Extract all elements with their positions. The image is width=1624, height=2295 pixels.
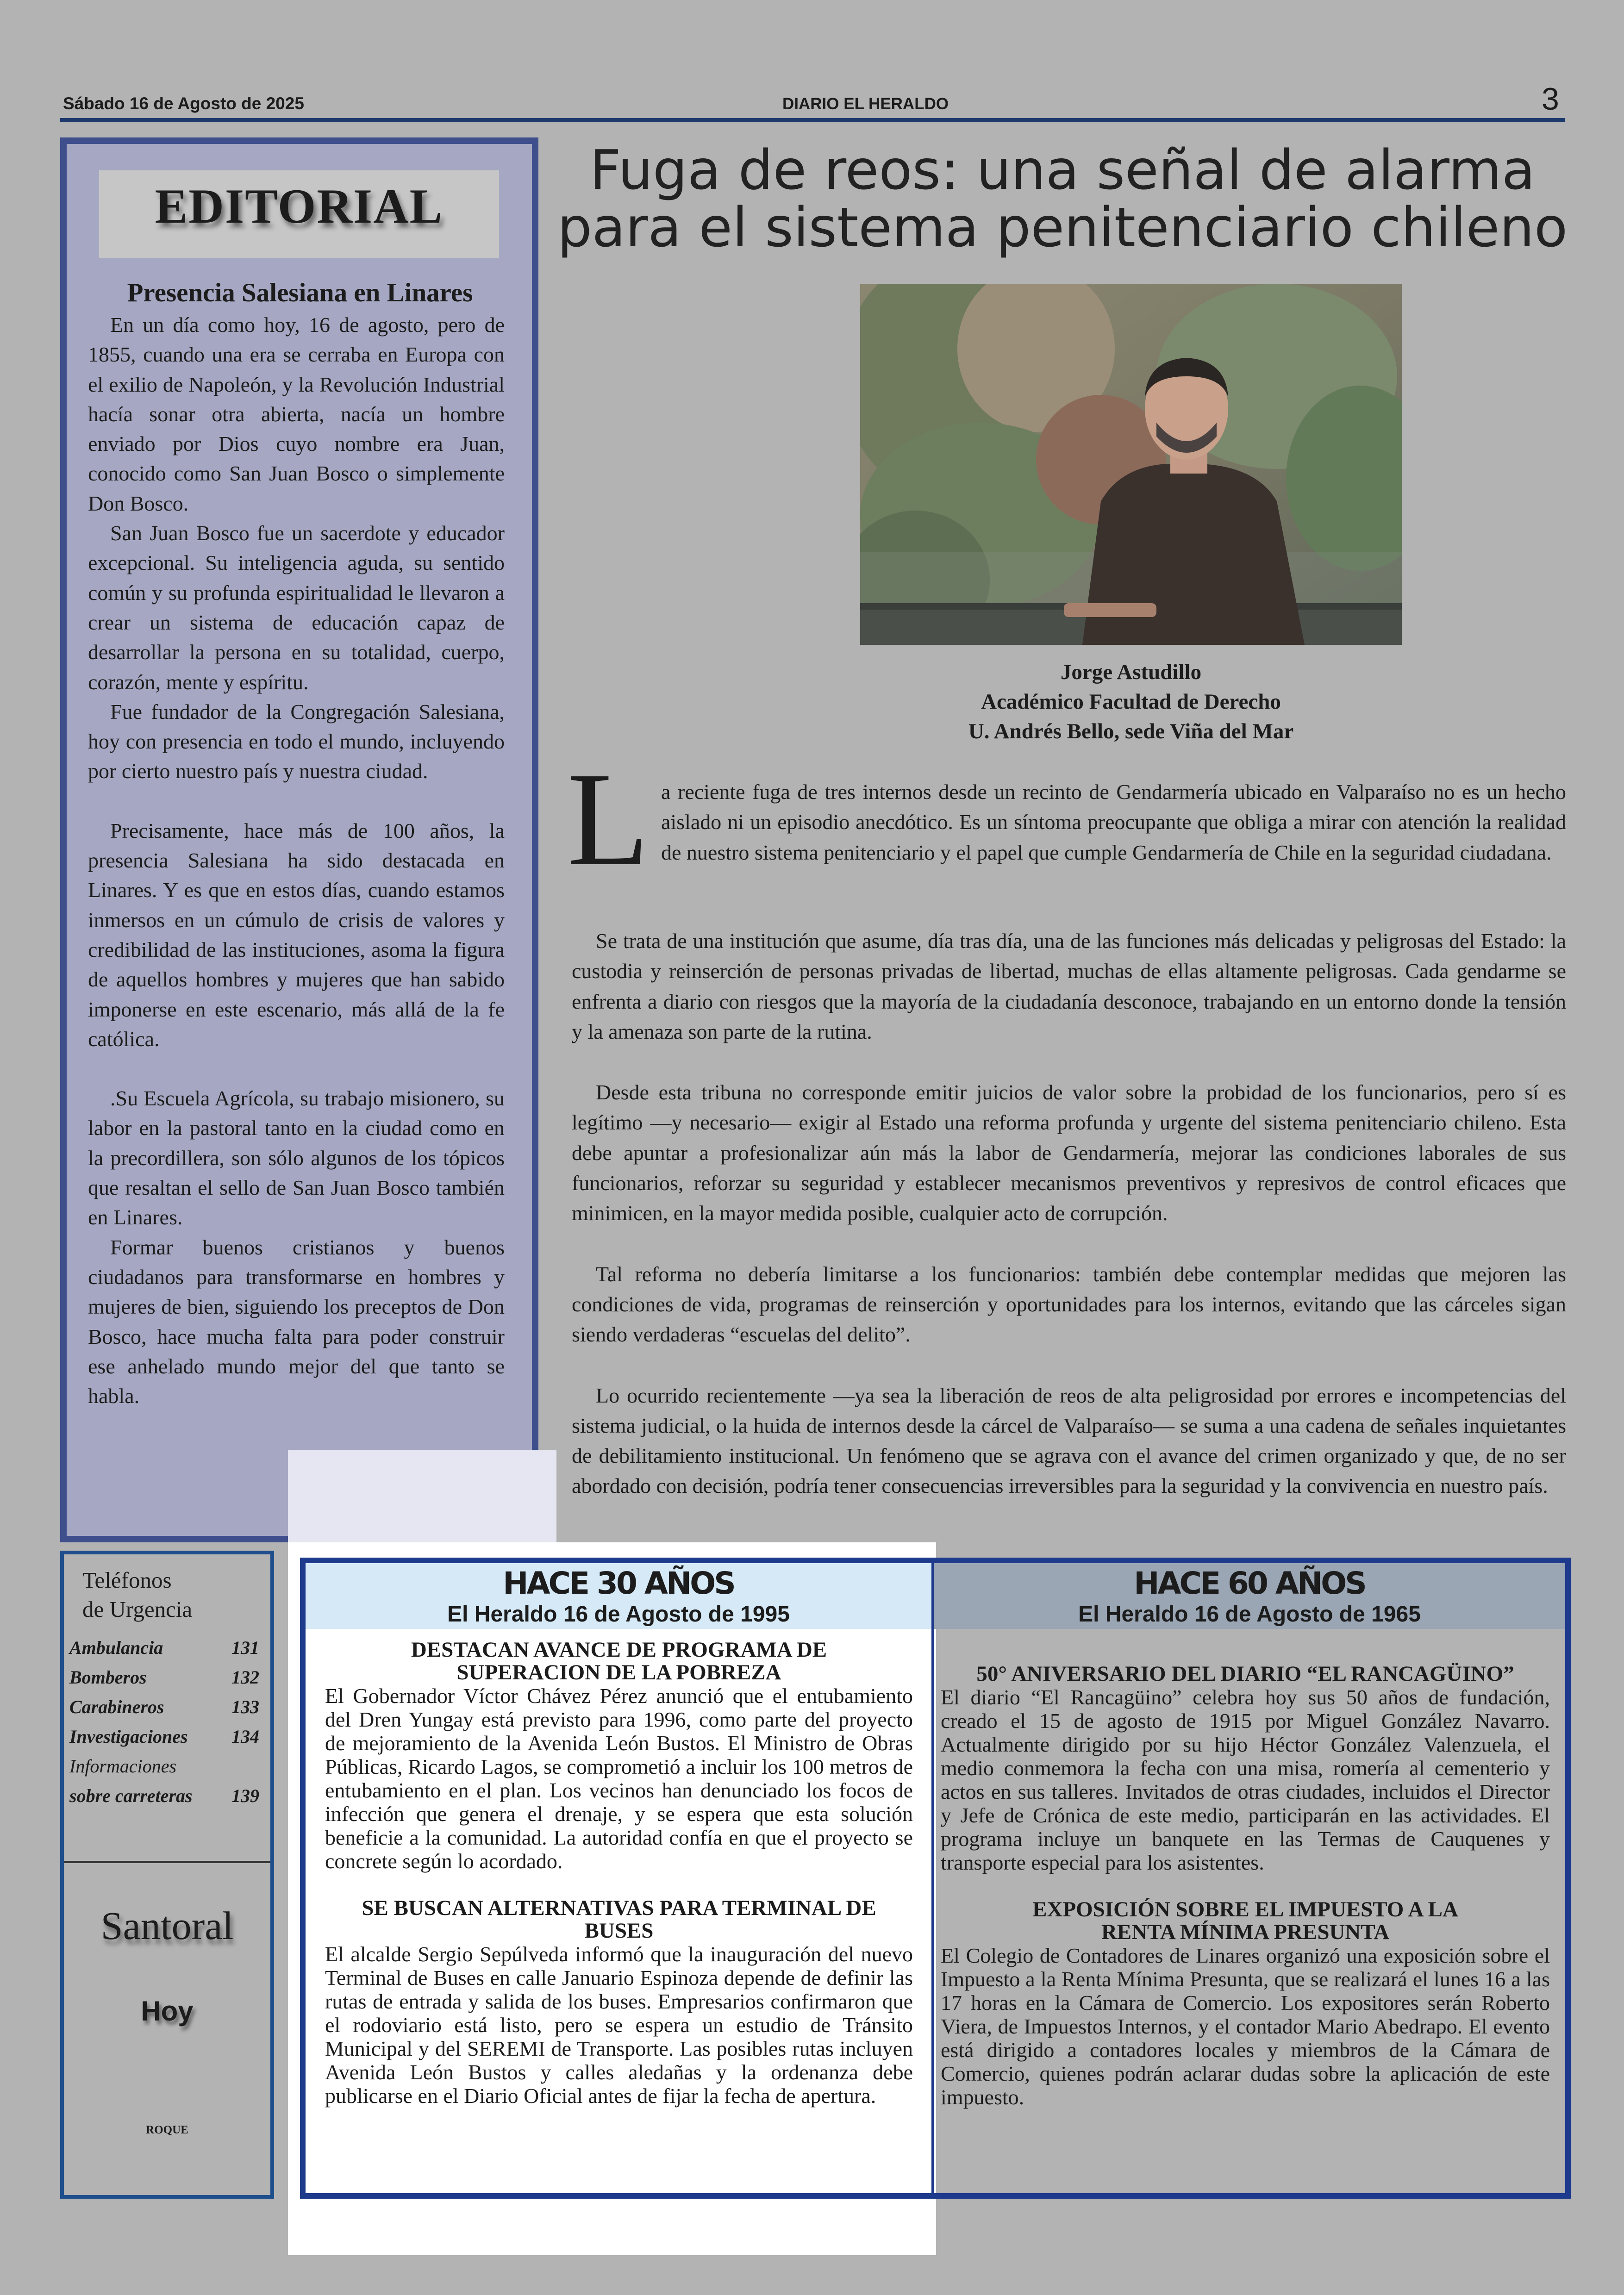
santoral-title: Santoral <box>100 1903 234 1948</box>
drop-cap: L <box>567 745 650 893</box>
news-headline: SE BUSCAN ALTERNATIVAS PARA TERMINAL DE BUSES <box>362 1896 876 1943</box>
hace30-subtitle: El Heraldo 16 de Agosto de 1995 <box>447 1602 790 1627</box>
news-body: El Gobernador Víctor Chávez Pérez anunció que el entubamiento del Dren Yungay está previsto para 1996, como parte del proyecto de mejoramiento de la Avenida León Bustos. El Ministro de Obras Públicas, Ricardo Lagos, se comprometió a incluir los 100 metros de entubamiento en el plan. Los vecinos han denunciado los focos de infección que genera el drenaje, y se espera que esta solución beneficie a la comunidad. La autoridad confía en que el proyecto se concrete según lo acordado. <box>325 1684 913 1873</box>
editorial-paragraph: Precisamente, hace más de 100 años, la presencia Salesiana ha sido destacada en Linares. Y es que en estos días, cuando estamos inmersos en un cúmulo de crisis de valores y credibilidad de las instituciones, asoma la figura de aquellos hombres y mujeres que han sabido imponerse en este escenario, más allá de la fe católica. <box>88 818 505 1051</box>
phone-row: Ambulancia 131 <box>69 1637 259 1658</box>
article-paragraph: Tal reforma no debería limitarse a los funcionarios: también debe contemplar medidas que mejoren las condiciones de vida, programas de reinserción y oportunidades para los internos, evitando que las cárceles sigan siendo verdaderas “escuelas del delito”. <box>572 1262 1566 1347</box>
hace60-news <box>941 1663 1550 2109</box>
article-paragraph: Se trata de una institución que asume, día tras día, una de las funciones más delicadas y peligrosas del Estado: la custodia y reinserción de personas privadas de libertad, muchas de ellas altamente peligrosas. Cada gendarme se enfrenta a diario con riesgos que la mayoría de la ciudadanía desconoce, trabajando en un entorno donde la tensión y la amenaza son parte de la rutina. <box>572 929 1566 1043</box>
history-divider <box>931 1563 934 2193</box>
santoral-today: Hoy <box>141 1996 194 2027</box>
issue-date: Sábado 16 de Agosto de 2025 <box>63 94 304 113</box>
phone-row: Informaciones <box>69 1756 177 1777</box>
article-first-paragraph: a reciente fuga de tres internos desde un recinto de Gendarmería ubicado en Valparaíso no es un hecho aislado ni un episodio anecdótico. Es un síntoma preocupante que obliga a mirar con atención la realidad de nuestro sistema penitenciario y el papel que cumple Gendarmería de Chile en la seguridad ciudadana. <box>661 780 1566 864</box>
headline-line-1: Fuga de reos: una señal de alarma <box>589 138 1536 202</box>
editorial-title: EDITORIAL <box>155 179 443 233</box>
phone-row: Investigaciones 134 <box>69 1726 259 1747</box>
phones-list <box>69 1633 259 1811</box>
phone-row: sobre carreteras 139 <box>69 1785 259 1806</box>
article-headline <box>553 138 1572 259</box>
article-body <box>572 926 1566 1532</box>
article-paragraph: Lo ocurrido recientemente —ya sea la liberación de reos de alta peligrosidad por errores e incompetencias del sistema judicial, o la huida de internos desde la cárcel de Valparaíso— se suma a una cadena de señales inquietantes de debilitamiento institucional. Un fenómeno que se agrava con el avance del crimen organizado y que, de no ser abordado con decisión, podría tener consecuencias irreversibles para la seguridad y la convivencia en nuestro país. <box>572 1383 1566 1498</box>
article-paragraph: Desde esta tribuna no corresponde emitir juicios de valor sobre la probidad de los funcionarios, pero sí es legítimo —y necesario— exigir al Estado una reforma profunda y urgente del sistema penitenciario chileno. Esta debe apuntar a profesionalizar aún más la labor de Gendarmería, mejorar las condiciones laborales de sus funcionarios, reforzar su seguridad y establecer mecanismos preventivos y represivos de control eficaces que minimicen, en la mayor medida posible, cualquier acto de corrupción. <box>572 1080 1566 1225</box>
news-headline: 50° ANIVERSARIO DEL DIARIO “EL RANCAGÜINO” <box>976 1662 1514 1686</box>
news-body: El Colegio de Contadores de Linares organizó una exposición sobre el Impuesto a la Renta Mínima Presunta, que se realizará el lunes 16 a las 17 horas en la Cámara de Comercio. Los expositores serán Roberto Viera, de Impuestos Internos, y el contador Mario Abedrapo. El evento está dirigido a contadores locales y miembros de la Cámara de Comercio, quienes podrán aclarar dudas sobre la aplicación de este impuesto. <box>941 1944 1550 2109</box>
photo-caption <box>860 657 1402 746</box>
author-photo <box>860 284 1402 645</box>
phones-divider <box>64 1861 270 1863</box>
editorial-paragraph: San Juan Bosco fue un sacerdote y educador excepcional. Su inteligencia aguda, su sentido común y su profunda espiritualidad le llevaron a crear un sistema de educación capaz de desarrollar la persona en su totalidad, cuerpo, corazón, mente y espíritu. <box>88 521 505 694</box>
hace30-news <box>325 1639 913 2108</box>
phone-row: Bomberos 132 <box>69 1667 259 1688</box>
hace60-subtitle: El Heraldo 16 de Agosto de 1965 <box>1078 1602 1421 1627</box>
author-organization: U. Andrés Bello, sede Viña del Mar <box>968 719 1294 743</box>
author-title: Académico Facultad de Derecho <box>981 690 1281 714</box>
phone-row: Carabineros 133 <box>69 1696 259 1717</box>
header-rule <box>60 118 1565 122</box>
editorial-paragraph: Formar buenos cristianos y buenos ciudadanos para transformarse en hombres y mujeres de bien, siguiendo los preceptos de Don Bosco, hace mucha falta para poder construir ese anhelado mundo mejor del que tanto se habla. <box>88 1235 505 1408</box>
editorial-body <box>88 310 505 1411</box>
author-name: Jorge Astudillo <box>1060 660 1202 684</box>
editorial-subtitle: Presencia Salesiana en Linares <box>127 278 473 307</box>
saint-name: ROQUE <box>146 2124 188 2136</box>
newspaper-name: DIARIO EL HERALDO <box>782 95 949 113</box>
news-headline: EXPOSICIÓN SOBRE EL IMPUESTO A LA RENTA MÍNIMA PRESUNTA <box>1032 1897 1458 1944</box>
headline-line-2: para el sistema penitenciario chileno <box>557 195 1568 259</box>
hace60-title: HACE 60 AÑOS <box>1134 1565 1365 1601</box>
news-body: El diario “El Rancagüino” celebra hoy sus 50 años de fundación, creado el 15 de agosto de 1915 por Miguel González Navarro. Actualmente dirigido por su hijo Héctor González Valenzuela, el medio conmemora la fecha con una misa, romería al cementerio y actos en sus talleres. Invitados de otras ciudades, incluidos el Director y Jefe de Crónica de este medio, participarán en las actividades. El programa incluye un banquete en las Termas de Cauquenes y transporte especial para los asistentes. <box>941 1685 1550 1874</box>
news-body: El alcalde Sergio Sepúlveda informó que la inauguración del nuevo Terminal de Buses en calle Januario Espinoza depende de definir las rutas de entrada y salida de los buses. Empresarios confirmaron que el rodoviario está listo, pero se espera un estudio de Tránsito Municipal y del SEREMI de Transporte. Las posibles rutas incluyen Avenida León Bustos y calles aledañas y la ordenanza debe publicarse en el Diario Oficial antes de fijar la fecha de apertura. <box>325 1942 913 2108</box>
white-patch <box>288 1450 556 1548</box>
hace30-title: HACE 30 AÑOS <box>503 1565 734 1601</box>
phones-title: Teléfonos de Urgencia <box>82 1567 193 1622</box>
editorial-paragraph: En un día como hoy, 16 de agosto, pero de 1855, cuando una era se cerraba en Europa con el exilio de Napoleón, y la Revolución Industrial hacía sonar otra abierta, nacía un hombre enviado por Dios cuyo nombre era Juan, conocido como San Juan Bosco o simplemente Don Bosco. <box>88 313 505 515</box>
page-number: 3 <box>1542 81 1559 117</box>
editorial-paragraph: .Su Escuela Agrícola, su trabajo misionero, su labor en la pastoral tanto en la ciudad como en la precordillera, son sólo algunos de los tópicos que resaltan el sello de San Juan Bosco también en Linares. <box>88 1086 505 1229</box>
news-headline: DESTACAN AVANCE DE PROGRAMA DE SUPERACION DE LA POBREZA <box>411 1638 827 1684</box>
editorial-paragraph: Fue fundador de la Congregación Salesiana, hoy con presencia en todo el mundo, incluyendo por cierto nuestro país y nuestra ciudad. <box>88 699 505 783</box>
